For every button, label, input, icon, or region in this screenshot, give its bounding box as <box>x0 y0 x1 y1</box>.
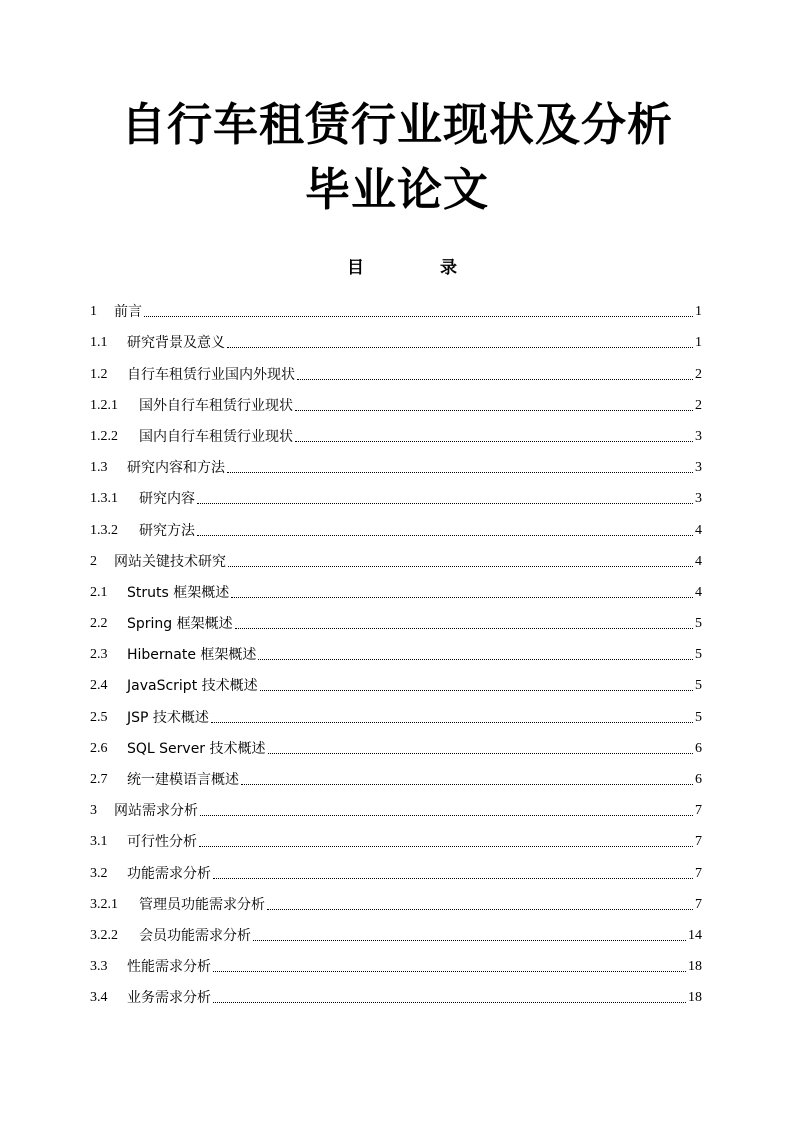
toc-leader-dots <box>268 752 693 754</box>
toc-entry-number: 3.2 <box>90 865 108 881</box>
toc-leader-dots <box>213 970 686 972</box>
toc-entry-title: SQL Server 技术概述 <box>127 740 266 757</box>
toc-entry-title: 性能需求分析 <box>127 959 211 976</box>
toc-entry-number: 1.2.1 <box>90 397 118 413</box>
toc-entry-title: 国外自行车租赁行业现状 <box>139 397 293 414</box>
toc-entry-number: 2.3 <box>90 647 108 663</box>
toc-entry-number: 2.2 <box>90 616 108 632</box>
toc-entry-number: 3 <box>90 803 97 819</box>
toc-entry-page: 5 <box>695 647 702 663</box>
toc-entry-page: 3 <box>695 428 702 444</box>
toc-leader-dots <box>235 627 693 629</box>
toc-entry-page: 5 <box>695 709 702 725</box>
toc-entry-number: 1.1 <box>90 335 108 351</box>
toc-entry-page: 18 <box>688 959 702 975</box>
toc-leader-dots <box>211 721 693 723</box>
toc-leader-dots <box>297 378 693 380</box>
toc-leader-dots <box>260 689 693 691</box>
toc-leader-dots <box>258 658 693 660</box>
toc-leader-dots <box>200 814 693 816</box>
toc-entry-number: 1.3.2 <box>90 522 118 538</box>
toc-entry-title: JSP 技术概述 <box>127 709 209 726</box>
toc-entry-number: 1.3 <box>90 460 108 476</box>
toc-entry[interactable] <box>90 696 702 727</box>
toc-entry-title: 会员功能需求分析 <box>139 927 251 944</box>
toc-entry-title: 研究内容 <box>139 491 195 508</box>
toc-entry-title: JavaScript 技术概述 <box>127 678 258 695</box>
toc-entry[interactable] <box>90 946 702 977</box>
toc-entry-number: 3.4 <box>90 990 108 1006</box>
toc-leader-dots <box>295 440 693 442</box>
toc-entry-page: 4 <box>695 584 702 600</box>
toc-entry[interactable] <box>90 821 702 852</box>
toc-entry-title: Hibernate 框架概述 <box>127 647 257 664</box>
toc-leader-dots <box>228 565 693 567</box>
toc-leader-dots <box>231 596 693 598</box>
toc-entry-number: 1 <box>90 304 97 320</box>
toc-heading-left: 目 <box>347 258 364 278</box>
toc-entry[interactable] <box>90 291 702 322</box>
toc-entry-title: 统一建模语言概述 <box>127 772 239 788</box>
toc-entry-number: 3.3 <box>90 959 108 975</box>
toc-entry-number: 3.2.1 <box>90 896 118 912</box>
toc-entry-page: 2 <box>695 397 702 413</box>
toc-entry-title: 研究内容和方法 <box>127 460 225 477</box>
toc-entry-title: 国内自行车租赁行业现状 <box>139 428 293 445</box>
toc-entry[interactable] <box>90 416 702 447</box>
toc-entry-page: 3 <box>695 491 702 507</box>
toc-entry[interactable] <box>90 353 702 384</box>
table-of-contents <box>90 291 702 1008</box>
toc-entry-title: 前言 <box>114 304 142 321</box>
toc-entry-title: 研究方法 <box>139 522 195 539</box>
toc-entry-page: 6 <box>695 740 702 756</box>
toc-entry[interactable] <box>90 603 702 634</box>
toc-entry-number: 3.1 <box>90 834 108 850</box>
toc-entry-title: 研究背景及意义 <box>127 335 225 352</box>
toc-entry-number: 2.5 <box>90 709 108 725</box>
toc-entry-number: 2.6 <box>90 740 108 756</box>
toc-entry-title: 网站需求分析 <box>114 803 198 820</box>
toc-entry[interactable] <box>90 509 702 540</box>
toc-entry[interactable] <box>90 977 702 1008</box>
toc-entry-title: 自行车租赁行业国内外现状 <box>127 366 295 383</box>
toc-entry-title: 可行性分析 <box>127 834 197 851</box>
toc-entry-title: 功能需求分析 <box>127 865 211 882</box>
toc-entry-page: 2 <box>695 366 702 382</box>
toc-entry-title: 业务需求分析 <box>127 990 211 1007</box>
toc-entry-number: 1.2 <box>90 366 108 382</box>
toc-entry-page: 1 <box>695 304 702 320</box>
toc-entry-page: 7 <box>695 865 702 881</box>
toc-entry-title: 网站关键技术研究 <box>114 553 226 570</box>
toc-entry-page: 6 <box>695 772 702 787</box>
toc-entry[interactable] <box>90 852 702 883</box>
toc-entry[interactable] <box>90 385 702 416</box>
toc-entry-number: 3.2.2 <box>90 927 118 943</box>
toc-entry-page: 5 <box>695 678 702 694</box>
toc-entry[interactable] <box>90 447 702 478</box>
toc-entry-number: 2.4 <box>90 678 108 694</box>
toc-entry-number: 2 <box>90 553 97 569</box>
toc-entry-page: 1 <box>695 335 702 351</box>
toc-entry-number: 1.3.1 <box>90 491 118 507</box>
toc-entry-page: 4 <box>695 522 702 538</box>
toc-leader-dots <box>213 1001 686 1003</box>
toc-entry-page: 5 <box>695 616 702 632</box>
toc-entry[interactable] <box>90 541 702 572</box>
toc-entry[interactable] <box>90 915 702 946</box>
toc-entry-page: 3 <box>695 460 702 476</box>
toc-entry-title: Struts 框架概述 <box>127 584 230 601</box>
toc-leader-dots <box>295 409 693 411</box>
toc-leader-dots <box>253 939 686 941</box>
toc-entry[interactable] <box>90 634 702 665</box>
toc-entry[interactable] <box>90 884 702 915</box>
toc-entry[interactable] <box>90 759 702 790</box>
toc-entry-page: 4 <box>695 553 702 569</box>
toc-leader-dots <box>199 845 693 847</box>
toc-entry-number: 2.7 <box>90 772 108 787</box>
toc-entry-page: 7 <box>695 803 702 819</box>
toc-leader-dots <box>241 783 693 785</box>
toc-entry[interactable] <box>90 478 702 509</box>
toc-entry-number: 2.1 <box>90 584 108 600</box>
toc-entry-number: 1.2.2 <box>90 428 118 444</box>
toc-leader-dots <box>144 315 693 317</box>
toc-heading <box>347 257 457 279</box>
document-title-line1: 自行车租赁行业现状及分析 <box>120 98 673 151</box>
toc-entry-page: 7 <box>695 834 702 850</box>
toc-entry-page: 18 <box>688 990 702 1006</box>
toc-entry-title: 管理员功能需求分析 <box>139 896 265 913</box>
toc-leader-dots <box>227 471 693 473</box>
toc-leader-dots <box>227 346 693 348</box>
toc-entry-title: Spring 框架概述 <box>127 616 233 633</box>
toc-entry-page: 14 <box>688 927 702 943</box>
toc-leader-dots <box>197 534 693 536</box>
toc-leader-dots <box>213 877 693 879</box>
toc-entry[interactable] <box>90 572 702 603</box>
toc-entry[interactable] <box>90 790 702 821</box>
toc-leader-dots <box>197 502 693 504</box>
toc-leader-dots <box>267 908 693 910</box>
toc-heading-right: 录 <box>440 258 457 278</box>
toc-entry-page: 7 <box>695 896 702 912</box>
toc-entry[interactable] <box>90 728 702 759</box>
toc-entry[interactable] <box>90 665 702 696</box>
document-title-line2: 毕业论文 <box>304 163 489 216</box>
toc-entry[interactable] <box>90 322 702 353</box>
